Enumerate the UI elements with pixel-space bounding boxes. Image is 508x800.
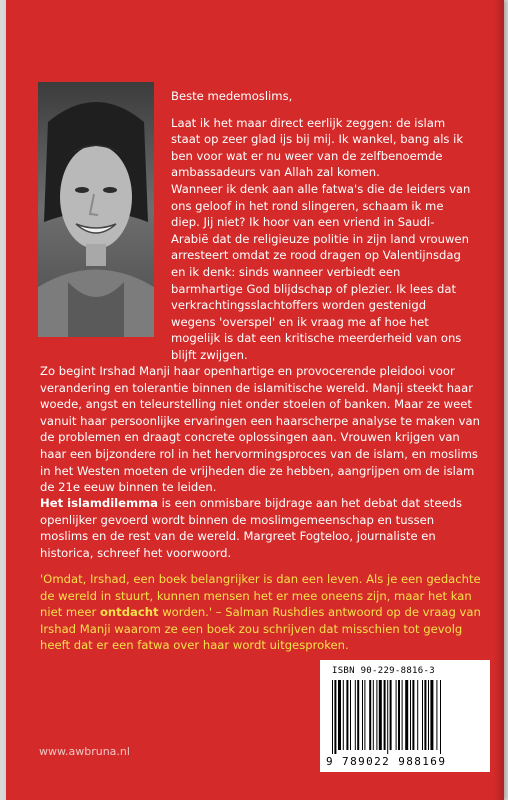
letter-paragraph-2: Wanneer ik denk aan alle fatwa's die de leiders van ons geloof in het rond slingeren, schaam ik me diep. Jij niet? Ik hoor van een vriend in Saudi-Arabië dat de religieuze politie in zijn land vrouwen arresteert omdat ze rood dragen op Valentijnsdag en ik denk: sinds wanneer verbiedt een barmhartige God blijdschap of plezier. Ik lees dat verkrachtingsslachtoffers worden gestenigd wegens 'overspel' en ik vraag me af hoe het mogelijk is dat een kritische meerderheid van ons blijft zwijgen.	[171, 181, 471, 362]
spine-shadow	[494, 0, 504, 800]
blurb-text-2-rest: is een onmisbare bijdrage aan het debat dat steeds openlijker gevoerd wordt binnen de moslimgemeenschap en tussen moslims en de rest van de wereld. Margreet Fogteloo, journaliste en historica, schreef het voorwoord.	[40, 496, 463, 560]
rushdie-quote	[40, 571, 485, 654]
opening-letter	[171, 88, 471, 364]
letter-paragraph: Laat ik het maar direct eerlijk zeggen: de islam staat op zeer glad ijs bij mij. Ik wankel, bang als ik ben voor wat er nu weer van de zelfbenoemde ambassadeurs van Allah zal komen.	[171, 115, 464, 180]
isbn-label: ISBN 90-229-8816-3	[332, 666, 435, 676]
quote-part-1: 'Omdat, Irshad, een boek belangrijker is dan een leven. Als je een gedachte de wereld in stuurt, kunnen mensen het er mee oneens zijn, maar het kan niet meer	[40, 572, 481, 620]
blurb-text-2	[40, 495, 480, 561]
back-cover	[6, 0, 504, 800]
quote-text	[40, 571, 485, 654]
blurb-text-1: Zo begint Irshad Manji haar openhartige en provocerende pleidooi voor verandering en tolerantie binnen de islamitische wereld. Manji steekt haar woede, angst en teleurstelling niet onder stoelen of banken. Maar ze weet vanuit haar persoonlijke ervaringen een haarscherpe analyse te maken van de problemen en draagt concrete oplossingen aan. Vrouwen krijgen van haar een bijzondere rol in het hervormingsproces van de islam, en moslims in het Westen moeten de vrijheden die ze hebben, aangrijpen om de islam de 21e eeuw binnen te leiden.	[40, 364, 480, 495]
book-title: Het islamdilemma	[40, 496, 158, 510]
blurb-paragraph-1	[40, 363, 480, 496]
blurb-paragraph-2	[40, 495, 480, 561]
quote-emphasis: ontdacht	[99, 605, 159, 620]
barcode-icon	[330, 680, 480, 754]
ean-number: 9 789022 988169	[326, 755, 447, 768]
barcode-area	[320, 660, 490, 772]
quote-part-2: worden.' – Salman Rushdies antwoord op de vraag van Irshad Manji waarom ze een boek zou schrijven dat misschien tot gevolg heeft dat er een fatwa over haar wordt uitgesproken.	[40, 605, 481, 653]
author-photo	[38, 82, 154, 337]
letter-salutation: Beste medemoslims,	[171, 89, 293, 103]
publisher-website[interactable]: www.awbruna.nl	[39, 745, 130, 758]
